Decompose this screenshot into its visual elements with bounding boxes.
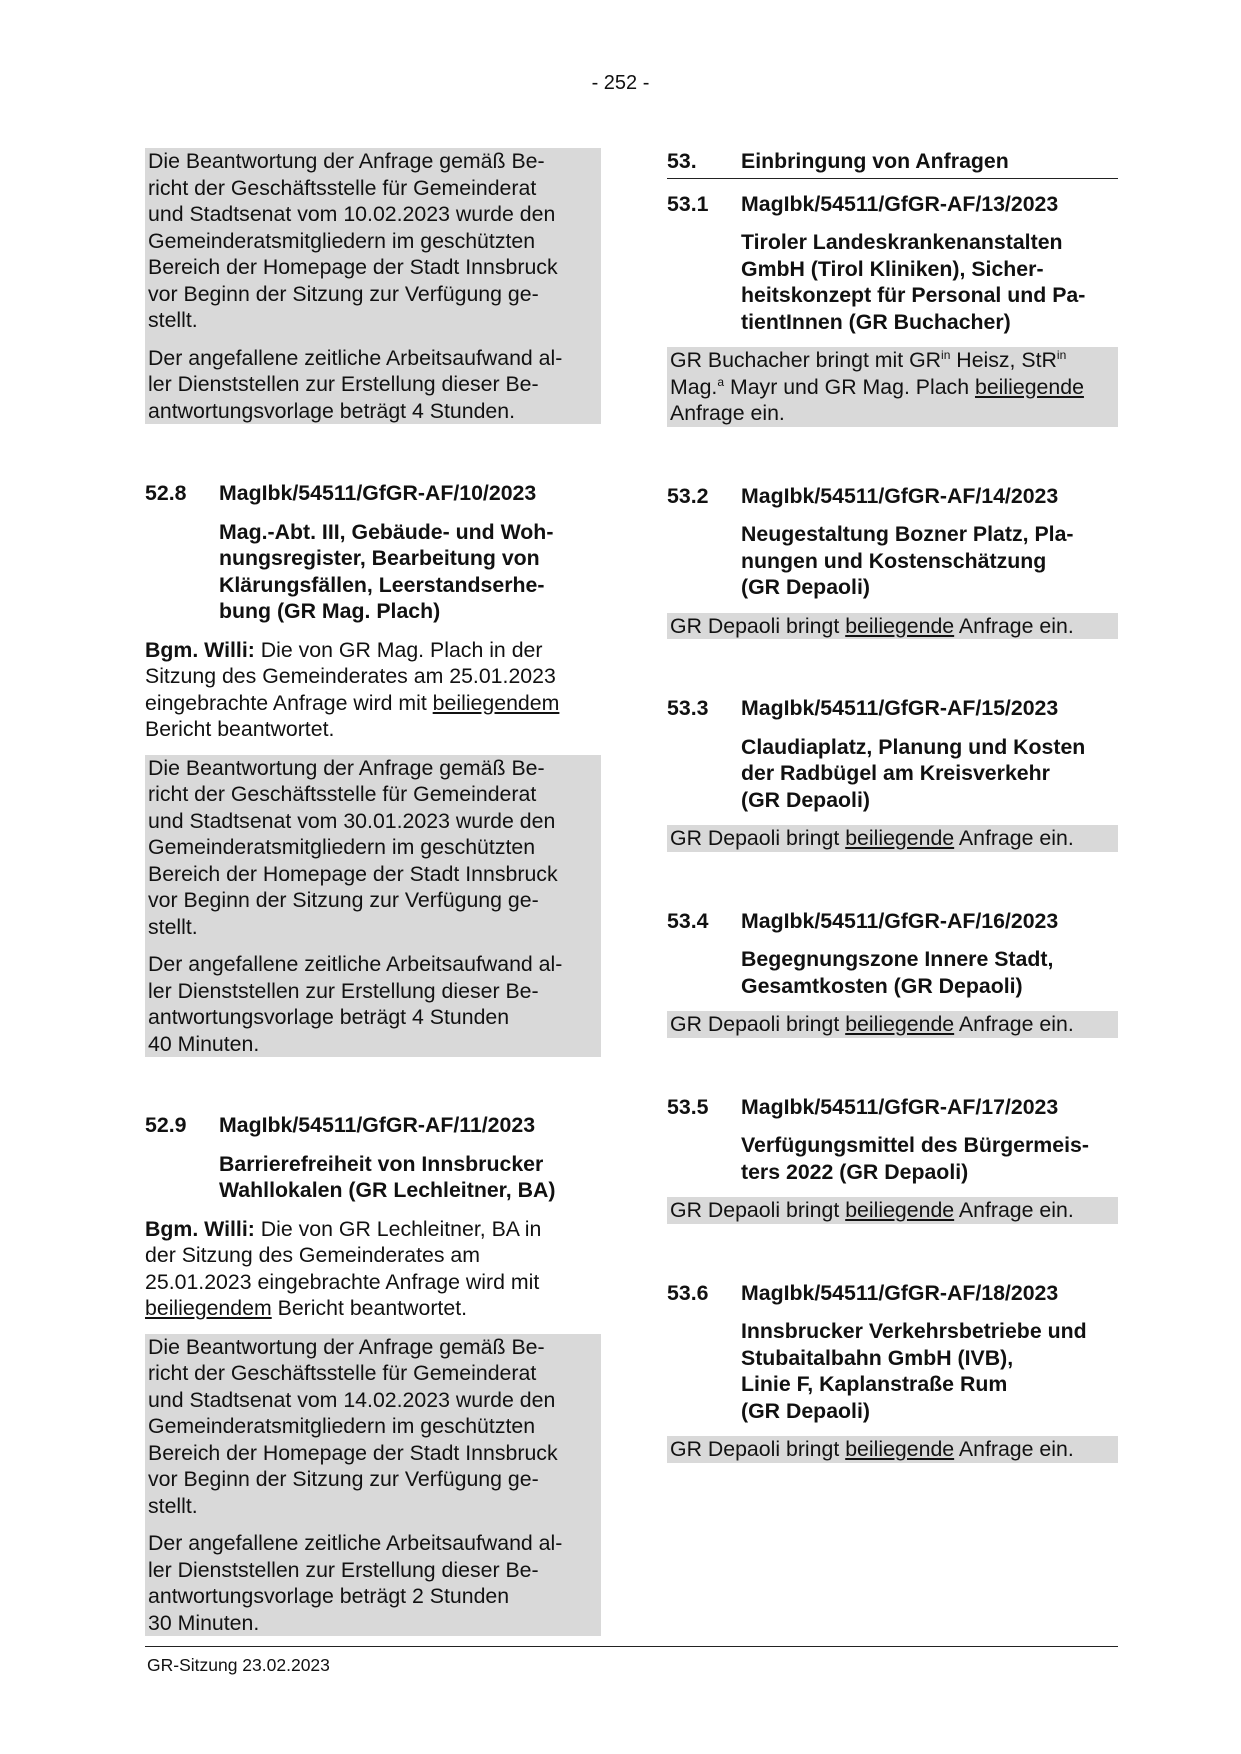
text-line: Die Beantwortung der Anfrage gemäß Be- (148, 755, 545, 780)
text-line: Die Beantwortung der Anfrage gemäß Be- (148, 1334, 545, 1359)
item-number: 53.1 (667, 191, 709, 216)
agenda-item-53-2 (667, 483, 1118, 640)
text-run: GR Depaoli bringt (670, 613, 846, 638)
text-run: GR Buchacher bringt mit GR (670, 348, 942, 372)
speaker-label: Bgm. Willi: (145, 637, 255, 662)
text-line: stellt. (148, 914, 198, 939)
text-line: Tiroler Landeskrankenanstalten (741, 230, 1063, 254)
item-heading (667, 483, 1118, 510)
text-line: stellt. (148, 308, 198, 332)
submission-note (667, 1197, 1118, 1224)
text-line: vor Beginn der Sitzung zur Verfügung ge- (148, 1467, 539, 1491)
text-line: vor Beginn der Sitzung zur Verfügung ge- (148, 888, 539, 912)
item-reference: MagIbk/54511/GfGR-AF/10/2023 (219, 481, 537, 505)
text-line: antwortungsvorlage beträgt 2 Stunden (148, 1584, 510, 1608)
text-line: GmbH (Tirol Kliniken), Sicher- (741, 256, 1044, 281)
underlined-text: beiliegende (845, 1437, 955, 1461)
item-subject (219, 519, 601, 625)
text-line: Bericht beantwortet. (145, 717, 335, 741)
text-line: und Stadtsenat vom 10.02.2023 wurde den (148, 202, 556, 226)
text-line: (GR Depaoli) (741, 1398, 870, 1423)
item-heading (667, 191, 1118, 218)
item-heading (667, 1280, 1118, 1307)
submission-note (667, 1436, 1118, 1463)
underlined-text: beiliegendem (432, 690, 560, 715)
item-reference: MagIbk/54511/GfGR-AF/18/2023 (741, 1280, 1059, 1305)
text-line: der Radbügel am Kreisverkehr (741, 761, 1050, 785)
agenda-item-53-6 (667, 1280, 1118, 1463)
item-heading (145, 1112, 601, 1139)
text-run: Anfrage ein. (954, 1012, 1074, 1036)
submission-note (667, 1011, 1118, 1038)
submission-note (667, 613, 1118, 640)
submission-note (667, 347, 1118, 427)
text-line: Bereich der Homepage der Stadt Innsbruck (148, 1440, 558, 1465)
item-subject (741, 734, 1118, 814)
footer-session-date: GR-Sitzung 23.02.2023 (147, 1655, 330, 1675)
underlined-text: beiliegende (845, 613, 955, 638)
item-subject (741, 521, 1118, 601)
text-line: Der angefallene zeitliche Arbeitsaufwand al- (148, 952, 563, 976)
text-run: Die von GR Mag. Plach in der (254, 637, 543, 662)
answer-paragraph (148, 1334, 597, 1520)
text-line: Barrierefreiheit von Innsbrucker (219, 1151, 544, 1176)
superscript: in (1056, 348, 1067, 362)
text-run: Anfrage ein. (954, 613, 1074, 638)
text-run: GR Depaoli bringt (670, 1437, 846, 1461)
item-reference: MagIbk/54511/GfGR-AF/17/2023 (741, 1094, 1059, 1119)
text-line: Mag.-Abt. III, Gebäude- und Woh- (219, 519, 554, 544)
item-reference: MagIbk/54511/GfGR-AF/11/2023 (219, 1113, 536, 1137)
text-line: Der angefallene zeitliche Arbeitsaufwand al- (148, 345, 563, 370)
answer-note-52-7 (145, 148, 601, 424)
section-title: Einbringung von Anfragen (741, 149, 1009, 173)
text-line: nungen und Kostenschätzung (741, 548, 1047, 573)
text-line: antwortungsvorlage beträgt 4 Stunden. (148, 398, 516, 423)
item-number: 53.4 (667, 908, 709, 933)
effort-paragraph (148, 951, 597, 1057)
text-line: nungsregister, Bearbeitung von (219, 546, 540, 570)
text-line: ler Dienststellen zur Erstellung dieser Be- (148, 372, 539, 396)
text-line: bung (GR Mag. Plach) (219, 599, 441, 623)
text-line: Begegnungszone Innere Stadt, (741, 947, 1054, 971)
effort-paragraph (148, 1530, 597, 1636)
text-line: richt der Geschäftsstelle für Gemeinderat (148, 1361, 537, 1385)
text-run: GR Depaoli bringt (670, 1012, 846, 1036)
text-line: Anfrage ein. (670, 401, 785, 425)
item-number: 53.2 (667, 483, 709, 508)
text-line: 25.01.2023 eingebrachte Anfrage wird mit (145, 1269, 540, 1294)
text-line: tientInnen (GR Buchacher) (741, 309, 1011, 334)
page-number: - 252 - (591, 72, 650, 94)
text-line: Bereich der Homepage der Stadt Innsbruck (148, 255, 558, 279)
speaker-label: Bgm. Willi: (145, 1216, 255, 1241)
item-number: 53.5 (667, 1094, 709, 1119)
text-line: Stubaitalbahn GmbH (IVB), (741, 1345, 1014, 1370)
text-line: Gemeinderatsmitgliedern im geschützten (148, 228, 536, 253)
text-line: Klärungsfällen, Leerstandserhe- (219, 572, 545, 597)
effort-paragraph (148, 345, 597, 425)
underlined-text: beiliegendem (145, 1296, 272, 1320)
item-number: 52.8 (145, 481, 187, 505)
text-line: antwortungsvorlage beträgt 4 Stunden (148, 1005, 510, 1029)
left-column (145, 148, 601, 1636)
text-line: Sitzung des Gemeinderates am 25.01.2023 (145, 664, 556, 688)
text-run: Die von GR Lechleitner, BA in (254, 1216, 542, 1241)
text-line: (GR Depaoli) (741, 575, 870, 599)
text-line: und Stadtsenat vom 30.01.2023 wurde den (148, 808, 556, 833)
text-line: Linie F, Kaplanstraße Rum (741, 1372, 1008, 1396)
answer-note (145, 755, 601, 1058)
text-line: 30 Minuten. (148, 1610, 260, 1635)
superscript: a (717, 374, 725, 389)
text-line: stellt. (148, 1493, 198, 1518)
agenda-item-52-8 (145, 480, 601, 1057)
agenda-item-53-5 (667, 1094, 1118, 1224)
underlined-text: beiliegende (845, 1198, 955, 1222)
text-run: Mayr und GR Mag. Plach (724, 374, 975, 399)
text-line: Neugestaltung Bozner Platz, Pla- (741, 522, 1074, 546)
answer-paragraph (148, 755, 597, 941)
text-line: Gemeinderatsmitgliedern im geschützten (148, 1414, 536, 1438)
item-reference: MagIbk/54511/GfGR-AF/14/2023 (741, 483, 1059, 508)
text-line: ler Dienststellen zur Erstellung dieser Be- (148, 978, 539, 1003)
item-heading (667, 908, 1118, 935)
answer-note (145, 1334, 601, 1637)
item-subject (219, 1151, 601, 1204)
text-run: eingebrachte Anfrage wird mit (145, 690, 433, 715)
item-number: 53.6 (667, 1280, 709, 1305)
text-line: Bereich der Homepage der Stadt Innsbruck (148, 861, 558, 886)
text-run: GR Depaoli bringt (670, 1198, 846, 1222)
text-line: Wahllokalen (GR Lechleitner, BA) (219, 1178, 556, 1202)
text-line: und Stadtsenat vom 14.02.2023 wurde den (148, 1387, 556, 1412)
text-line: 40 Minuten. (148, 1031, 260, 1056)
text-line: Gemeinderatsmitgliedern im geschützten (148, 835, 536, 859)
text-line: Gesamtkosten (GR Depaoli) (741, 973, 1023, 998)
text-run: Anfrage ein. (954, 1437, 1074, 1461)
item-subject (741, 946, 1118, 999)
answer-paragraph (148, 148, 597, 334)
underlined-text: beiliegende (974, 374, 1084, 399)
item-subject (741, 1132, 1118, 1185)
underlined-text: beiliegende (845, 826, 955, 850)
item-reference: MagIbk/54511/GfGR-AF/13/2023 (741, 191, 1059, 216)
item-heading (667, 1094, 1118, 1121)
item-number: 53.3 (667, 696, 709, 720)
text-line: (GR Depaoli) (741, 787, 870, 812)
submission-note (667, 825, 1118, 852)
text-line: Claudiaplatz, Planung und Kosten (741, 734, 1086, 759)
section-heading (667, 148, 1118, 179)
agenda-item-53-1 (667, 191, 1118, 427)
mayor-statement (145, 637, 601, 743)
text-run: Heisz, StR (950, 348, 1057, 372)
text-line: richt der Geschäftsstelle für Gemeinderat (148, 782, 537, 806)
item-number: 52.9 (145, 1113, 187, 1137)
text-run: GR Depaoli bringt (670, 826, 846, 850)
text-line: vor Beginn der Sitzung zur Verfügung ge- (148, 281, 539, 306)
item-subject (741, 229, 1118, 335)
agenda-item-53-4 (667, 908, 1118, 1038)
item-heading (145, 480, 601, 507)
text-line: Die Beantwortung der Anfrage gemäß Be- (148, 149, 545, 173)
item-subject (741, 1318, 1118, 1424)
text-line: ters 2022 (GR Depaoli) (741, 1159, 969, 1184)
agenda-item-52-9 (145, 1112, 601, 1636)
text-line: heitskonzept für Personal und Pa- (741, 283, 1086, 307)
item-reference: MagIbk/54511/GfGR-AF/16/2023 (741, 908, 1059, 933)
text-line: Verfügungsmittel des Bürgermeis- (741, 1133, 1089, 1157)
underlined-text: beiliegende (845, 1012, 955, 1036)
text-line: richt der Geschäftsstelle für Gemeinderat (148, 175, 537, 200)
text-run: Mag. (670, 374, 718, 399)
agenda-item-53-3 (667, 695, 1118, 852)
mayor-statement (145, 1216, 601, 1322)
section-number: 53. (667, 149, 697, 173)
right-column (667, 148, 1118, 1463)
item-reference: MagIbk/54511/GfGR-AF/15/2023 (741, 696, 1059, 720)
footer-divider (145, 1646, 1118, 1647)
text-run: Anfrage ein. (954, 826, 1074, 850)
text-line: Innsbrucker Verkehrsbetriebe und (741, 1319, 1087, 1343)
item-heading (667, 695, 1118, 722)
text-run: Anfrage ein. (954, 1198, 1074, 1222)
text-line: ler Dienststellen zur Erstellung dieser Be- (148, 1557, 539, 1582)
text-run: Bericht beantwortet. (271, 1296, 468, 1320)
superscript: in (941, 348, 951, 362)
text-line: Der angefallene zeitliche Arbeitsaufwand al- (148, 1531, 563, 1555)
text-line: der Sitzung des Gemeinderates am (145, 1243, 481, 1267)
